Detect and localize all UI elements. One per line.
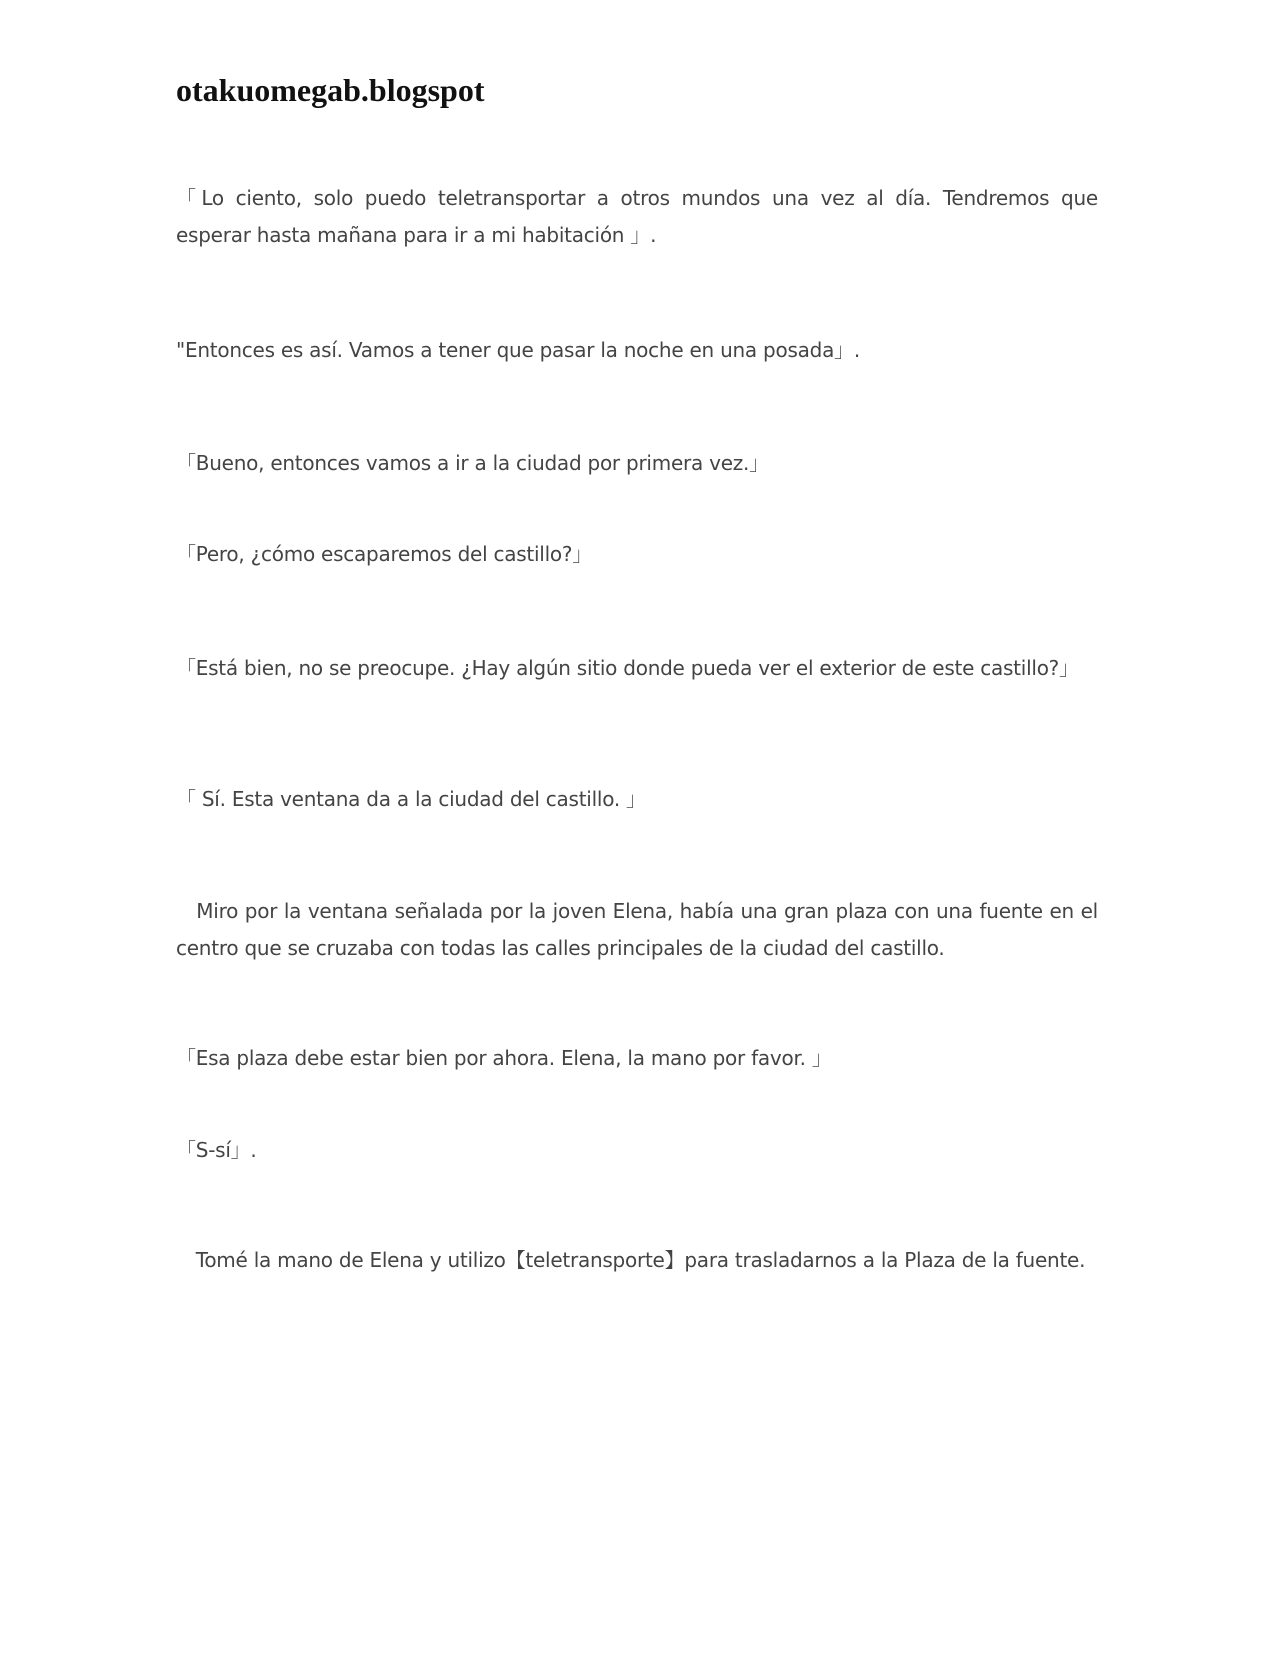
paragraph-10: Tomé la mano de Elena y utilizo【teletransporte】para trasladarnos a la Plaza de la fuente.	[176, 1248, 1086, 1272]
site-title: otakuomegab.blogspot	[176, 72, 485, 108]
paragraph-7: Miro por la ventana señalada por la joven Elena, había una gran plaza con una fuente en el centro que se cruzaba con todas las calles principales de la ciudad del castillo.	[176, 899, 1098, 960]
paragraph-4: 「Pero, ¿cómo escaparemos del castillo?」	[176, 542, 593, 566]
paragraph-2: "Entonces es así. Vamos a tener que pasar la noche en una posada」.	[176, 338, 860, 362]
paragraph-6: 「 Sí. Esta ventana da a la ciudad del castillo. 」	[176, 787, 646, 811]
paragraph-1: 「Lo ciento, solo puedo teletransportar a otros mundos una vez al día. Tendremos que esperar hasta mañana para ir a mi habitación 」.	[176, 186, 1098, 247]
paragraph-3: 「Bueno, entonces vamos a ir a la ciudad por primera vez.」	[176, 451, 769, 475]
paragraph-9: 「S-sí」.	[176, 1138, 257, 1162]
paragraph-5: 「Está bien, no se preocupe. ¿Hay algún sitio donde pueda ver el exterior de este castillo?」	[176, 656, 1079, 680]
paragraph-8: 「Esa plaza debe estar bien por ahora. Elena, la mano por favor. 」	[176, 1046, 832, 1070]
